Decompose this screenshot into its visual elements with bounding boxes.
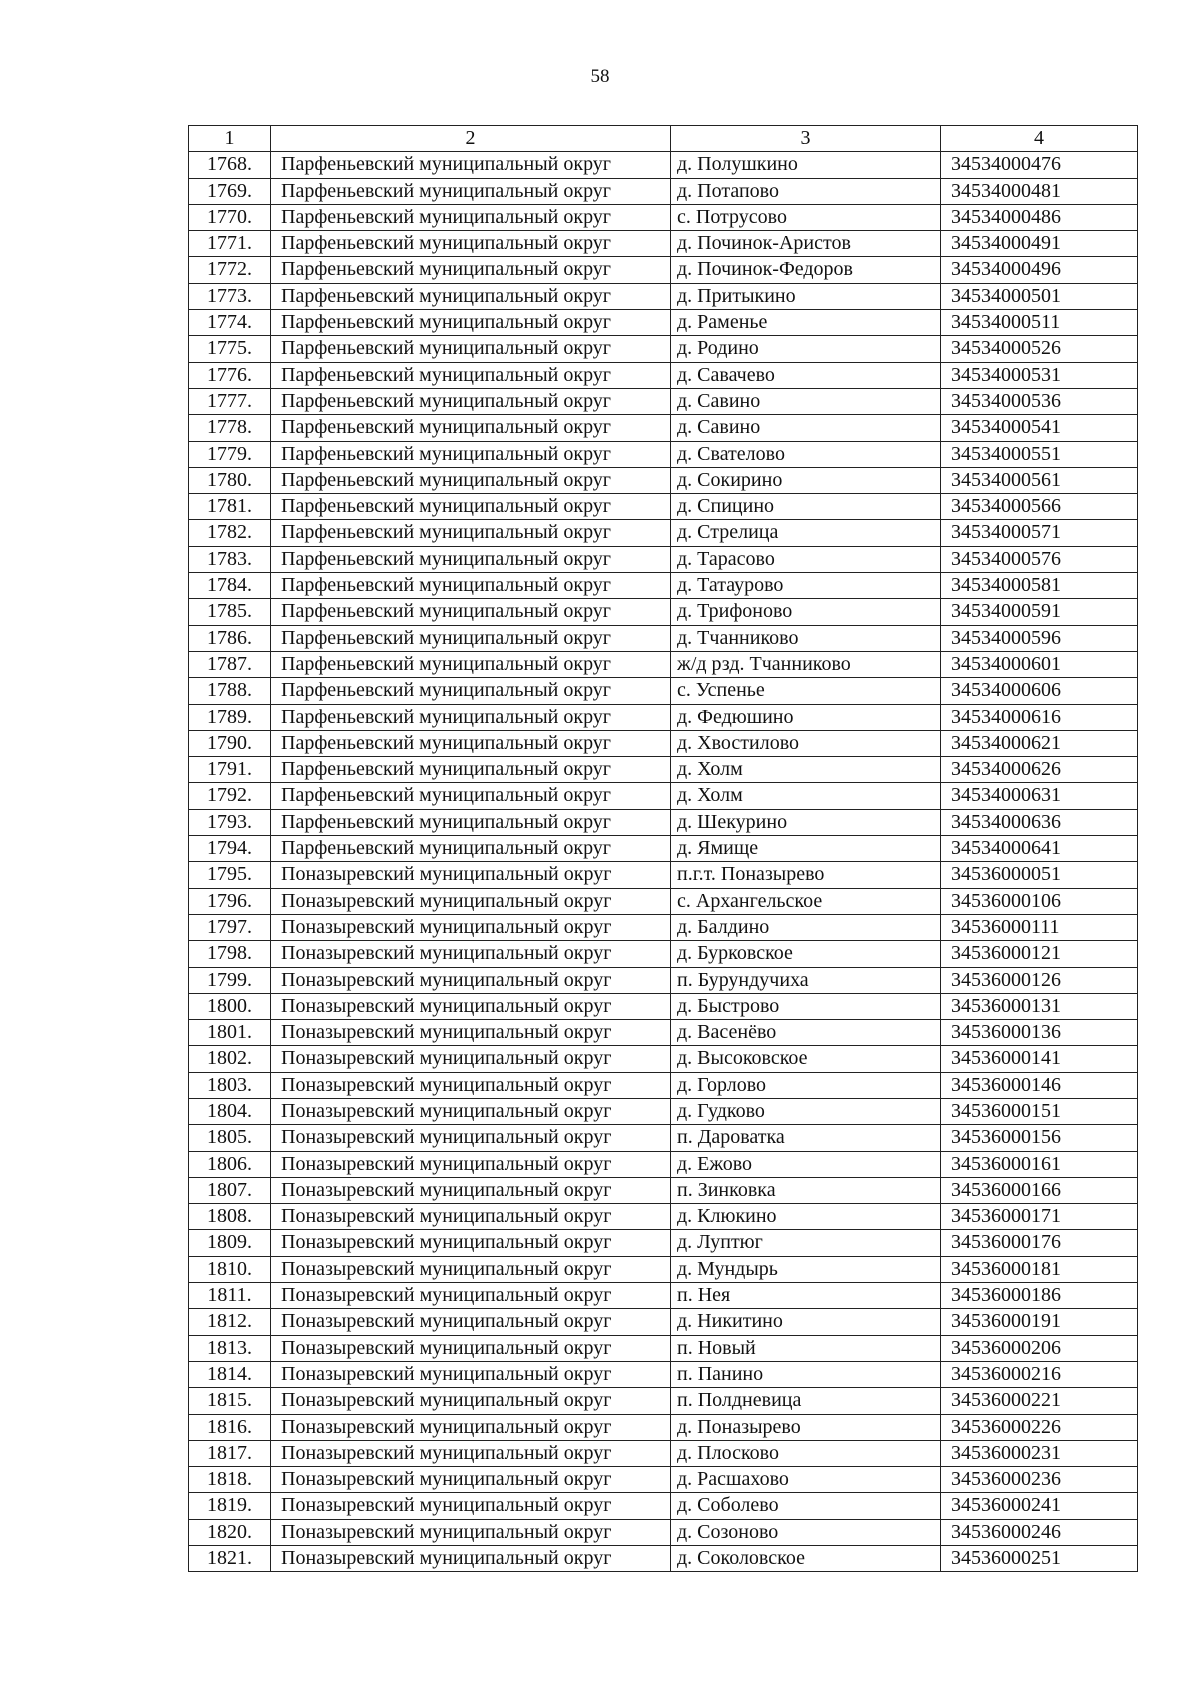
oktmo-code: 34536000241 bbox=[941, 1493, 1138, 1519]
oktmo-code: 34536000186 bbox=[941, 1283, 1138, 1309]
table-row bbox=[189, 1361, 1138, 1387]
oktmo-code: 34534000581 bbox=[941, 573, 1138, 599]
oktmo-code: 34534000626 bbox=[941, 757, 1138, 783]
settlement-name: п. Бурундучиха bbox=[671, 967, 941, 993]
oktmo-code: 34534000491 bbox=[941, 231, 1138, 257]
table-row bbox=[189, 1309, 1138, 1335]
table-row bbox=[189, 599, 1138, 625]
okrug-name: Парфеньевский муниципальный округ bbox=[271, 362, 671, 388]
settlement-name: д. Соболево bbox=[671, 1493, 941, 1519]
row-number: 1788. bbox=[189, 678, 271, 704]
settlement-name: д. Созоново bbox=[671, 1519, 941, 1545]
settlement-name: д. Свателово bbox=[671, 441, 941, 467]
oktmo-code: 34534000561 bbox=[941, 467, 1138, 493]
settlement-name: д. Раменье bbox=[671, 310, 941, 336]
oktmo-code: 34534000621 bbox=[941, 730, 1138, 756]
table-row bbox=[189, 388, 1138, 414]
table-row bbox=[189, 1519, 1138, 1545]
oktmo-code: 34534000476 bbox=[941, 152, 1138, 178]
oktmo-code: 34534000536 bbox=[941, 388, 1138, 414]
row-number: 1813. bbox=[189, 1335, 271, 1361]
okrug-name: Парфеньевский муниципальный округ bbox=[271, 546, 671, 572]
row-number: 1771. bbox=[189, 231, 271, 257]
okrug-name: Парфеньевский муниципальный округ bbox=[271, 494, 671, 520]
table-header bbox=[189, 126, 1138, 152]
row-number: 1786. bbox=[189, 625, 271, 651]
oktmo-code: 34536000191 bbox=[941, 1309, 1138, 1335]
oktmo-code: 34536000251 bbox=[941, 1546, 1138, 1572]
row-number: 1797. bbox=[189, 914, 271, 940]
table-row bbox=[189, 494, 1138, 520]
row-number: 1808. bbox=[189, 1204, 271, 1230]
okrug-name: Поназыревский муниципальный округ bbox=[271, 993, 671, 1019]
settlement-name: д. Мундырь bbox=[671, 1256, 941, 1282]
settlement-name: с. Архангельское bbox=[671, 888, 941, 914]
settlement-name: д. Быстрово bbox=[671, 993, 941, 1019]
settlement-name: ж/д рзд. Тчанниково bbox=[671, 651, 941, 677]
row-number: 1787. bbox=[189, 651, 271, 677]
table-row bbox=[189, 1335, 1138, 1361]
okrug-name: Поназыревский муниципальный округ bbox=[271, 1046, 671, 1072]
table-row bbox=[189, 467, 1138, 493]
row-number: 1807. bbox=[189, 1177, 271, 1203]
oktmo-code: 34536000246 bbox=[941, 1519, 1138, 1545]
row-number: 1810. bbox=[189, 1256, 271, 1282]
okrug-name: Поназыревский муниципальный округ bbox=[271, 1072, 671, 1098]
table-body bbox=[189, 152, 1138, 1572]
table-row bbox=[189, 231, 1138, 257]
oktmo-code: 34534000511 bbox=[941, 310, 1138, 336]
okrug-name: Поназыревский муниципальный округ bbox=[271, 1125, 671, 1151]
row-number: 1780. bbox=[189, 467, 271, 493]
okrug-name: Поназыревский муниципальный округ bbox=[271, 1440, 671, 1466]
okrug-name: Парфеньевский муниципальный округ bbox=[271, 152, 671, 178]
settlement-name: д. Соколовское bbox=[671, 1546, 941, 1572]
oktmo-code: 34534000566 bbox=[941, 494, 1138, 520]
table-row bbox=[189, 836, 1138, 862]
settlement-name: д. Притыкино bbox=[671, 283, 941, 309]
table-row bbox=[189, 441, 1138, 467]
row-number: 1791. bbox=[189, 757, 271, 783]
row-number: 1783. bbox=[189, 546, 271, 572]
settlement-name: д. Шекурино bbox=[671, 809, 941, 835]
settlement-name: д. Савино bbox=[671, 388, 941, 414]
okrug-name: Парфеньевский муниципальный округ bbox=[271, 783, 671, 809]
table-row bbox=[189, 1046, 1138, 1072]
table-row bbox=[189, 1440, 1138, 1466]
oktmo-code: 34534000596 bbox=[941, 625, 1138, 651]
okrug-name: Поназыревский муниципальный округ bbox=[271, 862, 671, 888]
row-number: 1792. bbox=[189, 783, 271, 809]
oktmo-code: 34536000216 bbox=[941, 1361, 1138, 1387]
okrug-name: Парфеньевский муниципальный округ bbox=[271, 625, 671, 651]
table-row bbox=[189, 520, 1138, 546]
okrug-name: Поназыревский муниципальный округ bbox=[271, 1309, 671, 1335]
row-number: 1799. bbox=[189, 967, 271, 993]
settlement-name: д. Ямище bbox=[671, 836, 941, 862]
oktmo-code: 34536000231 bbox=[941, 1440, 1138, 1466]
okrug-name: Поназыревский муниципальный округ bbox=[271, 1098, 671, 1124]
okrug-name: Парфеньевский муниципальный округ bbox=[271, 310, 671, 336]
table-row bbox=[189, 967, 1138, 993]
settlement-name: д. Гудково bbox=[671, 1098, 941, 1124]
oktmo-code: 34536000141 bbox=[941, 1046, 1138, 1072]
table-row bbox=[189, 1467, 1138, 1493]
settlement-name: д. Поназырево bbox=[671, 1414, 941, 1440]
table-row bbox=[189, 1204, 1138, 1230]
settlement-name: д. Стрелица bbox=[671, 520, 941, 546]
row-number: 1772. bbox=[189, 257, 271, 283]
settlement-name: д. Хвостилово bbox=[671, 730, 941, 756]
okrug-name: Поназыревский муниципальный округ bbox=[271, 1020, 671, 1046]
row-number: 1773. bbox=[189, 283, 271, 309]
table-row bbox=[189, 1256, 1138, 1282]
settlement-name: д. Федюшино bbox=[671, 704, 941, 730]
okrug-name: Парфеньевский муниципальный округ bbox=[271, 336, 671, 362]
row-number: 1776. bbox=[189, 362, 271, 388]
okrug-name: Парфеньевский муниципальный округ bbox=[271, 388, 671, 414]
table-row bbox=[189, 651, 1138, 677]
column-header-okrug: 2 bbox=[271, 126, 671, 152]
settlement-name: д. Расшахово bbox=[671, 1467, 941, 1493]
oktmo-code: 34536000181 bbox=[941, 1256, 1138, 1282]
okrug-name: Поназыревский муниципальный округ bbox=[271, 1519, 671, 1545]
table-row bbox=[189, 1072, 1138, 1098]
table-row bbox=[189, 993, 1138, 1019]
row-number: 1803. bbox=[189, 1072, 271, 1098]
oktmo-code: 34534000531 bbox=[941, 362, 1138, 388]
table-row bbox=[189, 914, 1138, 940]
oktmo-code: 34536000206 bbox=[941, 1335, 1138, 1361]
oktmo-code: 34536000161 bbox=[941, 1151, 1138, 1177]
settlement-name: д. Татаурово bbox=[671, 573, 941, 599]
table-row bbox=[189, 888, 1138, 914]
row-number: 1785. bbox=[189, 599, 271, 625]
table-row bbox=[189, 704, 1138, 730]
table-row bbox=[189, 757, 1138, 783]
okrug-name: Парфеньевский муниципальный округ bbox=[271, 651, 671, 677]
table-row bbox=[189, 862, 1138, 888]
settlement-name: д. Починок-Аристов bbox=[671, 231, 941, 257]
oktmo-code: 34536000106 bbox=[941, 888, 1138, 914]
settlement-name: п. Панино bbox=[671, 1361, 941, 1387]
table-row bbox=[189, 625, 1138, 651]
oktmo-code: 34534000631 bbox=[941, 783, 1138, 809]
oktmo-code: 34536000226 bbox=[941, 1414, 1138, 1440]
table-row bbox=[189, 1177, 1138, 1203]
okrug-name: Поназыревский муниципальный округ bbox=[271, 1361, 671, 1387]
okrug-name: Парфеньевский муниципальный округ bbox=[271, 283, 671, 309]
settlement-name: д. Полушкино bbox=[671, 152, 941, 178]
header-row bbox=[189, 126, 1138, 152]
row-number: 1818. bbox=[189, 1467, 271, 1493]
settlement-name: д. Починок-Федоров bbox=[671, 257, 941, 283]
oktmo-code: 34536000166 bbox=[941, 1177, 1138, 1203]
okrug-name: Поназыревский муниципальный округ bbox=[271, 967, 671, 993]
table-row bbox=[189, 730, 1138, 756]
settlement-name: с. Успенье bbox=[671, 678, 941, 704]
okrug-name: Поназыревский муниципальный округ bbox=[271, 1546, 671, 1572]
oktmo-code: 34534000641 bbox=[941, 836, 1138, 862]
okrug-name: Поназыревский муниципальный округ bbox=[271, 1493, 671, 1519]
settlement-name: д. Сокирино bbox=[671, 467, 941, 493]
oktmo-code: 34536000111 bbox=[941, 914, 1138, 940]
settlement-name: с. Потрусово bbox=[671, 204, 941, 230]
settlement-name: д. Савино bbox=[671, 415, 941, 441]
row-number: 1800. bbox=[189, 993, 271, 1019]
settlement-name: д. Потапово bbox=[671, 178, 941, 204]
okrug-name: Поназыревский муниципальный округ bbox=[271, 1204, 671, 1230]
oktmo-code: 34536000051 bbox=[941, 862, 1138, 888]
oktmo-code: 34534000526 bbox=[941, 336, 1138, 362]
row-number: 1794. bbox=[189, 836, 271, 862]
settlements-table bbox=[188, 125, 1138, 1572]
settlement-name: п.г.т. Поназырево bbox=[671, 862, 941, 888]
okrug-name: Поназыревский муниципальный округ bbox=[271, 914, 671, 940]
table-row bbox=[189, 546, 1138, 572]
table-row bbox=[189, 1098, 1138, 1124]
settlement-name: п. Нея bbox=[671, 1283, 941, 1309]
row-number: 1769. bbox=[189, 178, 271, 204]
table-row bbox=[189, 1493, 1138, 1519]
okrug-name: Парфеньевский муниципальный округ bbox=[271, 520, 671, 546]
okrug-name: Парфеньевский муниципальный округ bbox=[271, 257, 671, 283]
settlement-name: д. Плосково bbox=[671, 1440, 941, 1466]
oktmo-code: 34536000176 bbox=[941, 1230, 1138, 1256]
okrug-name: Поназыревский муниципальный округ bbox=[271, 1151, 671, 1177]
table-row bbox=[189, 1414, 1138, 1440]
row-number: 1796. bbox=[189, 888, 271, 914]
row-number: 1784. bbox=[189, 573, 271, 599]
column-header-settlement: 3 bbox=[671, 126, 941, 152]
okrug-name: Парфеньевский муниципальный округ bbox=[271, 809, 671, 835]
okrug-name: Парфеньевский муниципальный округ bbox=[271, 757, 671, 783]
okrug-name: Поназыревский муниципальный округ bbox=[271, 1414, 671, 1440]
row-number: 1819. bbox=[189, 1493, 271, 1519]
row-number: 1816. bbox=[189, 1414, 271, 1440]
oktmo-code: 34534000601 bbox=[941, 651, 1138, 677]
okrug-name: Парфеньевский муниципальный округ bbox=[271, 573, 671, 599]
row-number: 1793. bbox=[189, 809, 271, 835]
okrug-name: Парфеньевский муниципальный округ bbox=[271, 678, 671, 704]
okrug-name: Парфеньевский муниципальный округ bbox=[271, 730, 671, 756]
row-number: 1778. bbox=[189, 415, 271, 441]
row-number: 1790. bbox=[189, 730, 271, 756]
okrug-name: Парфеньевский муниципальный округ bbox=[271, 599, 671, 625]
oktmo-code: 34534000551 bbox=[941, 441, 1138, 467]
row-number: 1809. bbox=[189, 1230, 271, 1256]
row-number: 1815. bbox=[189, 1388, 271, 1414]
oktmo-code: 34534000481 bbox=[941, 178, 1138, 204]
okrug-name: Парфеньевский муниципальный округ bbox=[271, 836, 671, 862]
row-number: 1802. bbox=[189, 1046, 271, 1072]
table-row bbox=[189, 362, 1138, 388]
table-row bbox=[189, 415, 1138, 441]
table-row bbox=[189, 783, 1138, 809]
table-row bbox=[189, 1020, 1138, 1046]
table-row bbox=[189, 310, 1138, 336]
oktmo-code: 34536000221 bbox=[941, 1388, 1138, 1414]
table-row bbox=[189, 941, 1138, 967]
okrug-name: Поназыревский муниципальный округ bbox=[271, 1283, 671, 1309]
row-number: 1821. bbox=[189, 1546, 271, 1572]
okrug-name: Поназыревский муниципальный округ bbox=[271, 1256, 671, 1282]
oktmo-code: 34534000616 bbox=[941, 704, 1138, 730]
row-number: 1782. bbox=[189, 520, 271, 546]
table-row bbox=[189, 1388, 1138, 1414]
settlement-name: д. Бурковское bbox=[671, 941, 941, 967]
oktmo-code: 34534000486 bbox=[941, 204, 1138, 230]
okrug-name: Парфеньевский муниципальный округ bbox=[271, 441, 671, 467]
okrug-name: Поназыревский муниципальный округ bbox=[271, 1230, 671, 1256]
settlement-name: п. Новый bbox=[671, 1335, 941, 1361]
table-row bbox=[189, 257, 1138, 283]
okrug-name: Поназыревский муниципальный округ bbox=[271, 1335, 671, 1361]
settlement-name: д. Горлово bbox=[671, 1072, 941, 1098]
oktmo-code: 34534000496 bbox=[941, 257, 1138, 283]
table-row bbox=[189, 1125, 1138, 1151]
row-number: 1775. bbox=[189, 336, 271, 362]
table-row bbox=[189, 1546, 1138, 1572]
oktmo-code: 34536000136 bbox=[941, 1020, 1138, 1046]
row-number: 1804. bbox=[189, 1098, 271, 1124]
row-number: 1806. bbox=[189, 1151, 271, 1177]
oktmo-code: 34534000606 bbox=[941, 678, 1138, 704]
row-number: 1811. bbox=[189, 1283, 271, 1309]
table-row bbox=[189, 178, 1138, 204]
row-number: 1812. bbox=[189, 1309, 271, 1335]
table-row bbox=[189, 152, 1138, 178]
table-row bbox=[189, 1230, 1138, 1256]
row-number: 1798. bbox=[189, 941, 271, 967]
settlement-name: д. Родино bbox=[671, 336, 941, 362]
oktmo-code: 34536000151 bbox=[941, 1098, 1138, 1124]
settlement-name: д. Никитино bbox=[671, 1309, 941, 1335]
settlement-name: д. Спицино bbox=[671, 494, 941, 520]
column-header-oktmo: 4 bbox=[941, 126, 1138, 152]
row-number: 1817. bbox=[189, 1440, 271, 1466]
table-row bbox=[189, 204, 1138, 230]
settlement-name: д. Васенёво bbox=[671, 1020, 941, 1046]
settlement-name: д. Балдино bbox=[671, 914, 941, 940]
okrug-name: Парфеньевский муниципальный округ bbox=[271, 415, 671, 441]
row-number: 1770. bbox=[189, 204, 271, 230]
table-row bbox=[189, 336, 1138, 362]
oktmo-code: 34536000131 bbox=[941, 993, 1138, 1019]
table-row bbox=[189, 283, 1138, 309]
column-header-number: 1 bbox=[189, 126, 271, 152]
okrug-name: Парфеньевский муниципальный округ bbox=[271, 704, 671, 730]
oktmo-code: 34536000236 bbox=[941, 1467, 1138, 1493]
settlement-name: д. Трифоново bbox=[671, 599, 941, 625]
okrug-name: Поназыревский муниципальный округ bbox=[271, 1177, 671, 1203]
settlement-name: д. Ежово bbox=[671, 1151, 941, 1177]
settlement-name: п. Дароватка bbox=[671, 1125, 941, 1151]
oktmo-code: 34536000156 bbox=[941, 1125, 1138, 1151]
okrug-name: Парфеньевский муниципальный округ bbox=[271, 178, 671, 204]
row-number: 1789. bbox=[189, 704, 271, 730]
oktmo-code: 34534000576 bbox=[941, 546, 1138, 572]
row-number: 1801. bbox=[189, 1020, 271, 1046]
oktmo-code: 34536000171 bbox=[941, 1204, 1138, 1230]
page-number: 58 bbox=[590, 66, 610, 87]
okrug-name: Поназыревский муниципальный округ bbox=[271, 1467, 671, 1493]
row-number: 1768. bbox=[189, 152, 271, 178]
oktmo-code: 34534000541 bbox=[941, 415, 1138, 441]
settlement-name: д. Тчанниково bbox=[671, 625, 941, 651]
settlement-name: д. Холм bbox=[671, 783, 941, 809]
row-number: 1795. bbox=[189, 862, 271, 888]
okrug-name: Поназыревский муниципальный округ bbox=[271, 888, 671, 914]
settlement-name: д. Тарасово bbox=[671, 546, 941, 572]
settlement-name: д. Клюкино bbox=[671, 1204, 941, 1230]
settlement-name: д. Савачево bbox=[671, 362, 941, 388]
row-number: 1805. bbox=[189, 1125, 271, 1151]
oktmo-code: 34534000591 bbox=[941, 599, 1138, 625]
row-number: 1781. bbox=[189, 494, 271, 520]
row-number: 1820. bbox=[189, 1519, 271, 1545]
okrug-name: Парфеньевский муниципальный округ bbox=[271, 231, 671, 257]
row-number: 1814. bbox=[189, 1361, 271, 1387]
table-row bbox=[189, 1151, 1138, 1177]
table-row bbox=[189, 573, 1138, 599]
row-number: 1774. bbox=[189, 310, 271, 336]
table-row bbox=[189, 1283, 1138, 1309]
okrug-name: Парфеньевский муниципальный округ bbox=[271, 467, 671, 493]
oktmo-code: 34536000146 bbox=[941, 1072, 1138, 1098]
oktmo-code: 34536000126 bbox=[941, 967, 1138, 993]
oktmo-code: 34534000636 bbox=[941, 809, 1138, 835]
row-number: 1777. bbox=[189, 388, 271, 414]
settlement-name: д. Луптюг bbox=[671, 1230, 941, 1256]
okrug-name: Поназыревский муниципальный округ bbox=[271, 941, 671, 967]
settlement-name: д. Высоковское bbox=[671, 1046, 941, 1072]
okrug-name: Поназыревский муниципальный округ bbox=[271, 1388, 671, 1414]
oktmo-code: 34534000501 bbox=[941, 283, 1138, 309]
settlement-name: п. Зинковка bbox=[671, 1177, 941, 1203]
table-row bbox=[189, 809, 1138, 835]
oktmo-code: 34534000571 bbox=[941, 520, 1138, 546]
table-row bbox=[189, 678, 1138, 704]
row-number: 1779. bbox=[189, 441, 271, 467]
okrug-name: Парфеньевский муниципальный округ bbox=[271, 204, 671, 230]
oktmo-code: 34536000121 bbox=[941, 941, 1138, 967]
settlement-name: д. Холм bbox=[671, 757, 941, 783]
settlement-name: п. Полдневица bbox=[671, 1388, 941, 1414]
